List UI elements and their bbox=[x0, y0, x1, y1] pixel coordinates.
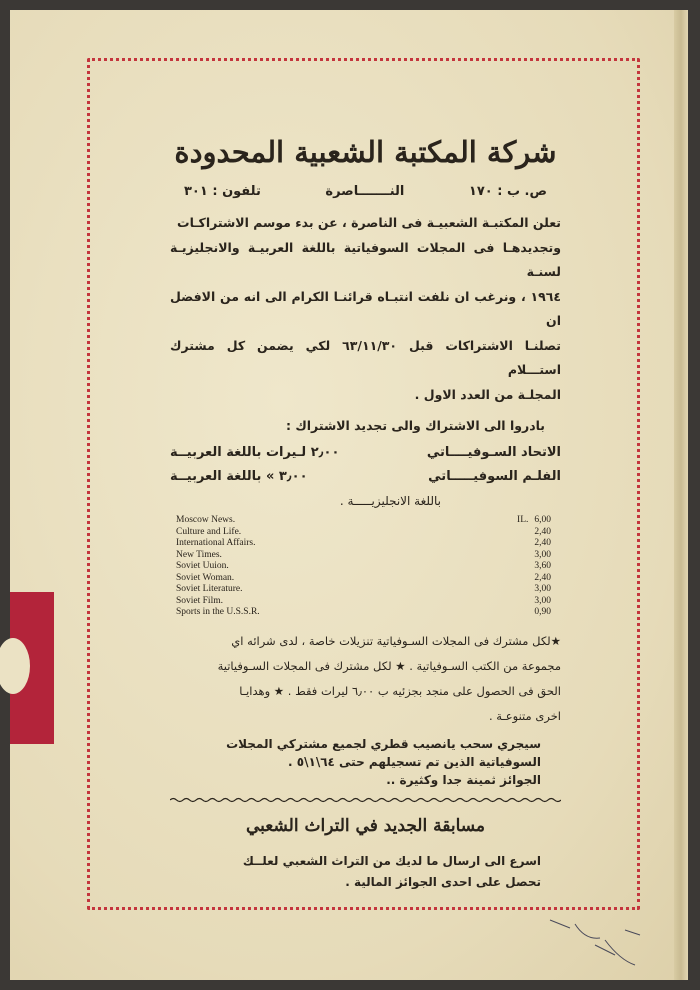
price-value: 3,00 bbox=[534, 549, 551, 560]
magazine-name: الفلـم السوفيـــــاتي bbox=[428, 469, 561, 484]
english-subscription-row bbox=[176, 538, 551, 550]
price-value: 6,00 bbox=[534, 515, 551, 525]
magazine-name: Moscow News. bbox=[176, 515, 236, 525]
price-value: 3,00 bbox=[534, 584, 551, 594]
magazine-name: International Affairs. bbox=[176, 538, 256, 548]
lottery-line: سيجري سحب يانصيب قطري لجميع مشتركي المجلات bbox=[226, 736, 541, 751]
magazine-price bbox=[506, 561, 551, 573]
english-section-label: باللغة الانجليزيـــــة . bbox=[339, 494, 441, 508]
price-value: 2,40 bbox=[534, 538, 551, 548]
lottery-line: السوفياتية الذين تم تسجيلهم حتى ٦٤\١\٥ . bbox=[288, 754, 541, 769]
contest-title: مسابقة الجديد في التراث الشعبي bbox=[245, 815, 486, 836]
lottery-line: الجوائز ثمينة جدا وكثيرة .. bbox=[386, 772, 541, 787]
magazine-name: Culture and Life. bbox=[176, 526, 242, 537]
page-edge bbox=[674, 10, 688, 980]
price-value: 0,90 bbox=[534, 607, 551, 617]
document-page bbox=[10, 10, 688, 980]
announcement bbox=[170, 211, 561, 407]
price-value: 3,60 bbox=[534, 561, 551, 571]
magazine-price bbox=[506, 607, 551, 619]
city: النـــــــاصرة bbox=[325, 184, 405, 199]
announcement-line: وتجديدهـا فى المجلات السوفياتية باللغة العربيـة والانجليزيـة لسنـة bbox=[170, 239, 561, 279]
call-to-action: بادروا الى الاشتراك والى تجديد الاشتراك : bbox=[285, 418, 545, 433]
magazine-name: Soviet Uuion. bbox=[176, 561, 229, 571]
magazine-price: ٣٫٠٠ » باللغة العربيــة bbox=[170, 469, 308, 484]
english-subscription-row bbox=[176, 561, 551, 573]
english-subscription-row bbox=[176, 596, 551, 608]
magazine-price bbox=[506, 550, 551, 562]
note-line: اخرى متنوعـة . bbox=[488, 708, 561, 723]
magazine-name: Soviet Literature. bbox=[176, 584, 243, 594]
arabic-subscription-row bbox=[170, 465, 561, 489]
english-subscription-row bbox=[176, 527, 551, 539]
english-subscription-row bbox=[176, 607, 551, 619]
decorative-red-border bbox=[87, 58, 640, 910]
price-value: 3,00 bbox=[534, 595, 551, 606]
magazine-name: Sports in the U.S.S.R. bbox=[176, 607, 260, 617]
english-subscription-row bbox=[176, 584, 551, 596]
currency-label: IL. bbox=[517, 515, 529, 525]
magazine-price bbox=[506, 573, 551, 585]
english-subscription-row bbox=[176, 550, 551, 562]
magazine-name: New Times. bbox=[176, 549, 222, 560]
announcement-line: تعلن المكتبـة الشعبيـة فى الناصرة ، عن بدء موسم الاشتراكـات bbox=[177, 215, 561, 230]
contest-line: اسرع الى ارسال ما لديك من التراث الشعبي لعلــك bbox=[242, 853, 541, 868]
announcement-line: المجلـة من العدد الاول . bbox=[414, 386, 561, 402]
magazine-name: الاتحاد السـوفيــــاتي bbox=[426, 445, 561, 460]
subscriber-notes bbox=[170, 629, 561, 729]
magazine-name: Soviet Film. bbox=[176, 595, 223, 606]
phone: تلفون : ٣٠١ bbox=[184, 184, 261, 199]
handwritten-marks bbox=[545, 910, 645, 970]
red-index-tab bbox=[10, 592, 54, 744]
price-value: 2,40 bbox=[534, 526, 551, 537]
magazine-price bbox=[506, 515, 551, 527]
english-subscription-row bbox=[176, 515, 551, 527]
price-value: 2,40 bbox=[534, 572, 551, 583]
note-line: ★لكل مشترك فى المجلات السـوفياتية تنزيلات خاصة ، لدى شرائه اي bbox=[231, 633, 561, 648]
magazine-name: Soviet Woman. bbox=[176, 572, 235, 583]
po-box: ص. ب : ١٧٠ bbox=[468, 184, 547, 199]
note-line: الحق فى الحصول على منجد بجزئيه ب ٦٫٠٠ ليرات فقط . ★ وهدايـا bbox=[239, 683, 561, 698]
wavy-divider bbox=[170, 797, 561, 803]
english-subscription-list bbox=[176, 515, 551, 619]
magazine-price bbox=[506, 527, 551, 539]
contact-line bbox=[184, 183, 547, 201]
magazine-price bbox=[506, 538, 551, 550]
magazine-price bbox=[506, 584, 551, 596]
note-line: مجموعة من الكتب السـوفياتية . ★ لكل مشترك فى المجلات السـوفياتية bbox=[217, 658, 561, 673]
company-title: شركة المكتبة الشعبية المحدودة bbox=[174, 135, 557, 169]
announcement-line: ١٩٦٤ ، ونرغب ان نلفت انتبـاه قرائنـا الكرام الى انه من الافضل ان bbox=[170, 288, 561, 328]
magazine-price: ٢٫٠٠ لـيرات باللغة العربيــة bbox=[170, 445, 340, 460]
contest-line: تحصل على احدى الجوائز المالية . bbox=[345, 874, 541, 889]
english-subscription-row bbox=[176, 573, 551, 585]
arabic-subscription-row bbox=[170, 441, 561, 465]
contest-text bbox=[170, 851, 541, 893]
lottery-notice bbox=[170, 735, 541, 789]
magazine-price bbox=[506, 596, 551, 608]
announcement-line: تصلنـا الاشتراكات قبل ٦٣/١١/٣٠ لكي يضمن كل مشترك استـــلام bbox=[170, 337, 561, 377]
